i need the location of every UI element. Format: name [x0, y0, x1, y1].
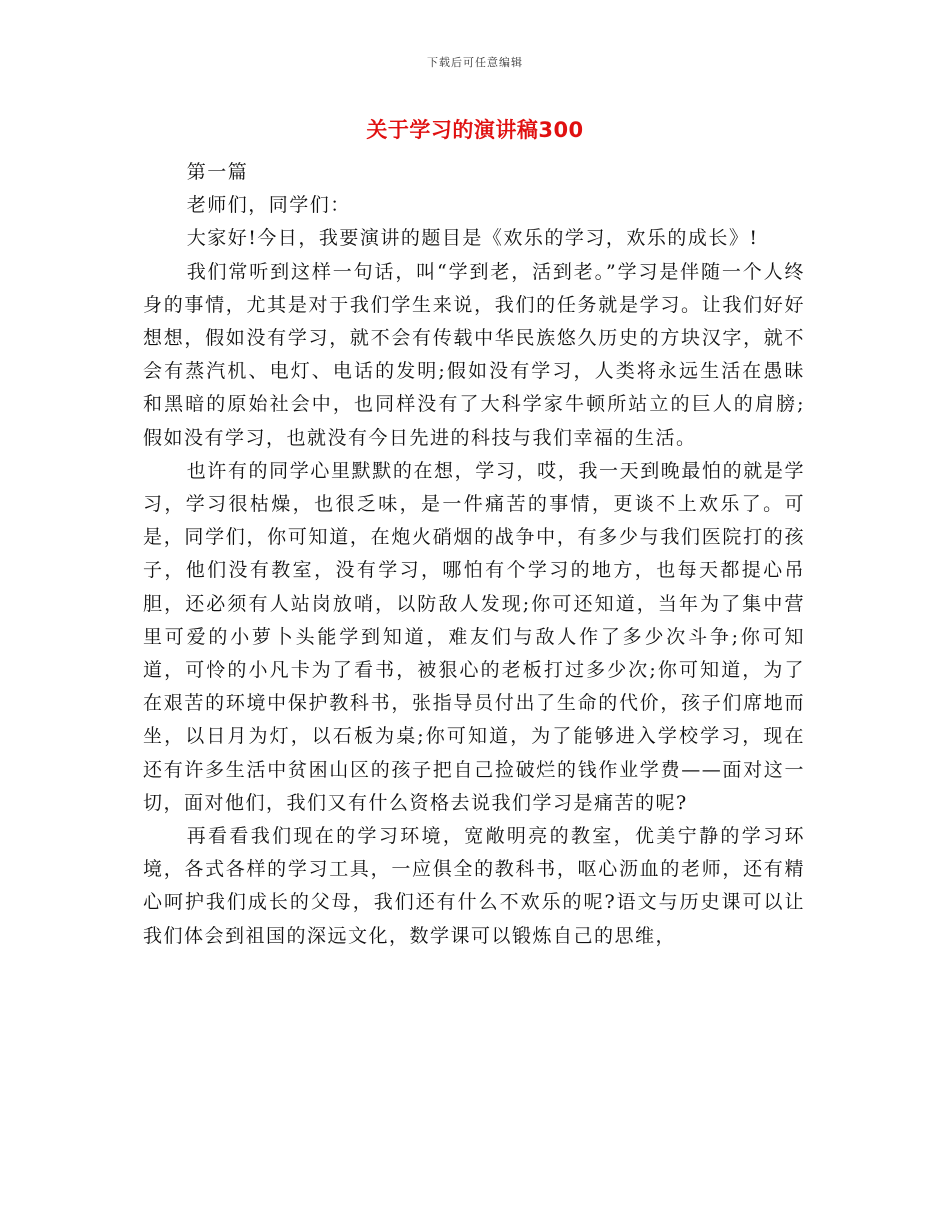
- salutation: 老师们，同学们：: [186, 194, 351, 217]
- document-body: [143, 156, 805, 953]
- body-paragraph: 再看看我们现在的学习环境，宽敞明亮的教室，优美宁静的学习环境，各式各样的学习工具，一应俱全的教科书，呕心沥血的老师，还有精心呵护我们成长的父母，我们还有什么不欢乐的呢?语文与历史课可以让我们体会到祖国的深远文化，数学课可以锻炼自己的思维，: [143, 825, 805, 947]
- body-paragraph: 也许有的同学心里默默的在想，学习，哎，我一天到晚最怕的就是学习，学习很枯燥，也很乏味，是一件痛苦的事情，更谈不上欢乐了。可是，同学们，你可知道，在炮火硝烟的战争中，有多少与我们医院打的孩子，他们没有教室，没有学习，哪怕有个学习的地方，也每天都提心吊胆，还必须有人站岗放哨，以防敌人发现;你可还知道，当年为了集中营里可爱的小萝卜头能学到知道，难友们与敌人作了多少次斗争;你可知道，可怜的小凡卡为了看书，被狠心的老板打过多少次;你可知道，为了在艰苦的环境中保护教科书，张指导员付出了生命的代价，孩子们席地而坐，以日月为灯，以石板为桌;你可知道，为了能够进入学校学习，现在还有许多生活中贫困山区的孩子把自己捡破烂的钱作业学费——面对这一切，面对他们，我们又有什么资格去说我们学习是痛苦的呢?: [143, 459, 805, 814]
- header-note: 下载后可任意编辑: [427, 56, 523, 69]
- section-heading: 第一篇: [186, 161, 249, 183]
- body-paragraph: 我们常听到这样一句话，叫“学到老，活到老。”学习是伴随一个人终身的事情，尤其是对于我们学生来说，我们的任务就是学习。让我们好好想想，假如没有学习，就不会有传载中华民族悠久历史的方块汉字，就不会有蒸汽机、电灯、电话的发明;假如没有学习，人类将永远生活在愚昧和黑暗的原始社会中，也同样没有了大科学家牛顿所站立的巨人的肩膀;假如没有学习，也就没有今日先进的科技与我们幸福的生活。: [143, 260, 805, 449]
- greeting-paragraph: 大家好!今日，我要演讲的题目是《欢乐的学习，欢乐的成长》!: [186, 227, 759, 250]
- document-title: 关于学习的演讲稿300: [366, 118, 584, 142]
